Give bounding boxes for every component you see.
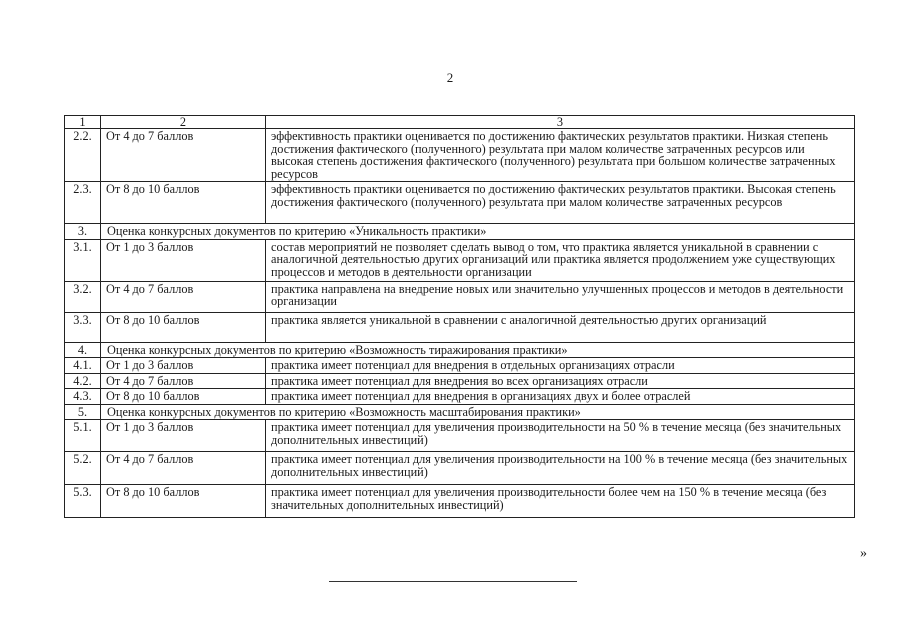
row-description: практика является уникальной в сравнении с аналогичной деятельностью других организаций xyxy=(266,312,855,342)
table-row xyxy=(65,485,855,518)
section-row xyxy=(65,404,855,420)
section-number: 5. xyxy=(65,404,101,420)
row-description: состав мероприятий не позволяет сделать вывод о том, что практика является уникальной в сравнении с аналогичной деятельностью других организаций или практика является продолжением уже существующих процессов и методов в деятельности организации xyxy=(266,239,855,281)
table-row xyxy=(65,389,855,405)
table-row xyxy=(65,281,855,312)
table-row xyxy=(65,452,855,485)
row-description: практика имеет потенциал для увеличения производительности на 100 % в течение месяца (без значительных дополнительных инвестиций) xyxy=(266,452,855,485)
row-score: От 1 до 3 баллов xyxy=(101,358,266,374)
row-number: 3.3. xyxy=(65,312,101,342)
section-title: Оценка конкурсных документов по критерию «Возможность масштабирования практики» xyxy=(101,404,855,420)
table-row xyxy=(65,239,855,281)
footer-divider xyxy=(329,581,577,582)
row-score: От 8 до 10 баллов xyxy=(101,182,266,224)
row-number: 4.3. xyxy=(65,389,101,405)
header-col-2: 2 xyxy=(101,116,266,129)
row-description: практика имеет потенциал для увеличения производительности на 50 % в течение месяца (без значительных дополнительных инвестиций) xyxy=(266,420,855,452)
table-row xyxy=(65,129,855,182)
section-row xyxy=(65,224,855,240)
row-score: От 8 до 10 баллов xyxy=(101,485,266,518)
header-col-3: 3 xyxy=(266,116,855,129)
row-number: 4.2. xyxy=(65,373,101,389)
section-title: Оценка конкурсных документов по критерию «Возможность тиражирования практики» xyxy=(101,342,855,358)
row-score: От 4 до 7 баллов xyxy=(101,281,266,312)
row-number: 5.2. xyxy=(65,452,101,485)
closing-quote: » xyxy=(860,546,867,561)
criteria-table xyxy=(64,115,855,518)
row-description: эффективность практики оценивается по достижению фактических результатов практики. Низкая степень достижения фактического (полученного) результата при малом количестве затраченных ресурсов или высокая степень достижения фактического (полученного) результата при большом количестве затраченных ресурсов xyxy=(266,129,855,182)
section-title: Оценка конкурсных документов по критерию «Уникальность практики» xyxy=(101,224,855,240)
row-description: практика имеет потенциал для увеличения производительности более чем на 150 % в течение месяца (без значительных дополнительных инвестиций) xyxy=(266,485,855,518)
row-description: практика имеет потенциал для внедрения во всех организациях отрасли xyxy=(266,373,855,389)
table-row xyxy=(65,358,855,374)
table-row xyxy=(65,420,855,452)
row-description: практика направлена на внедрение новых или значительно улучшенных процессов и методов в деятельности организации xyxy=(266,281,855,312)
header-col-1: 1 xyxy=(65,116,101,129)
section-number: 3. xyxy=(65,224,101,240)
table-row xyxy=(65,312,855,342)
row-number: 4.1. xyxy=(65,358,101,374)
table-row xyxy=(65,182,855,224)
row-number: 2.3. xyxy=(65,182,101,224)
section-row xyxy=(65,342,855,358)
section-number: 4. xyxy=(65,342,101,358)
row-number: 5.1. xyxy=(65,420,101,452)
row-score: От 8 до 10 баллов xyxy=(101,312,266,342)
row-number: 3.2. xyxy=(65,281,101,312)
row-number: 5.3. xyxy=(65,485,101,518)
row-description: практика имеет потенциал для внедрения в отдельных организациях отрасли xyxy=(266,358,855,374)
row-score: От 8 до 10 баллов xyxy=(101,389,266,405)
row-score: От 4 до 7 баллов xyxy=(101,373,266,389)
table-header-row xyxy=(65,116,855,129)
row-score: От 1 до 3 баллов xyxy=(101,239,266,281)
row-score: От 4 до 7 баллов xyxy=(101,452,266,485)
page-number: 2 xyxy=(446,70,454,85)
row-number: 2.2. xyxy=(65,129,101,182)
row-description: практика имеет потенциал для внедрения в организациях двух и более отраслей xyxy=(266,389,855,405)
table-row xyxy=(65,373,855,389)
row-score: От 4 до 7 баллов xyxy=(101,129,266,182)
row-description: эффективность практики оценивается по достижению фактических результатов практики. Высокая степень достижения фактического (полученного) результата при малом количестве затраченных ресурсов xyxy=(266,182,855,224)
row-number: 3.1. xyxy=(65,239,101,281)
row-score: От 1 до 3 баллов xyxy=(101,420,266,452)
